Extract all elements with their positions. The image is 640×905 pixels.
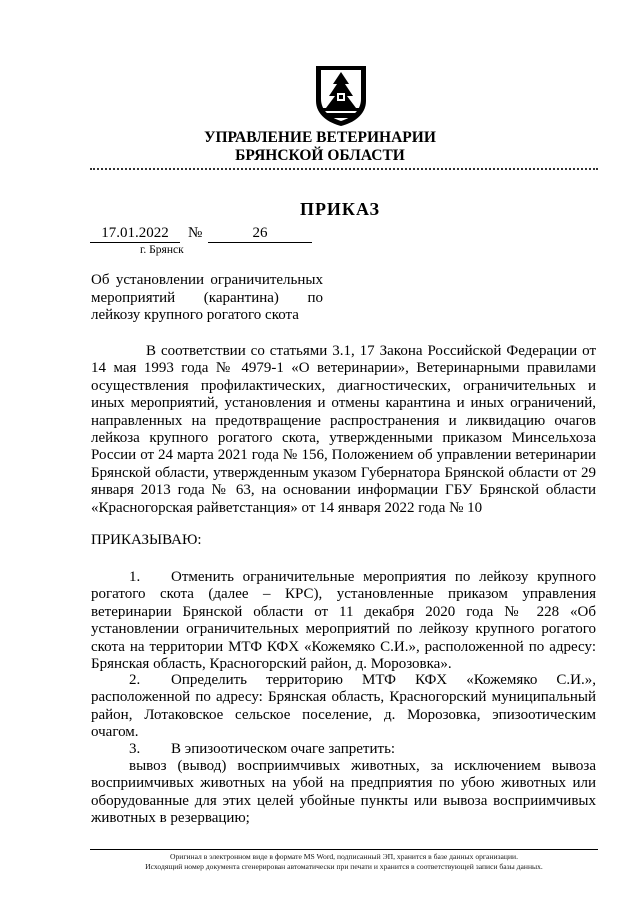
order-number-sign: № bbox=[188, 225, 203, 241]
item-text: В эпизоотическом очаге запретить: bbox=[171, 741, 396, 757]
item-number: 3. bbox=[129, 741, 141, 757]
item-text: Определить территорию МТФ КФХ «Кожемяко С.И.», расположенной по адресу: Брянская область, Красногорский муниципальный район, Лотаковское сельское поселение, д. Морозовка, эпизоотическим очагом. bbox=[91, 672, 596, 741]
item-number: 2. bbox=[129, 672, 141, 688]
organization-name-line2: БРЯНСКОЙ ОБЛАСТИ bbox=[235, 147, 405, 164]
order-item bbox=[91, 569, 596, 673]
order-item bbox=[91, 741, 596, 758]
footer-note-line2: Исходящий номер документа сгенерирован автоматически при печати и хранится в соответствующей записи базы данных. bbox=[145, 862, 543, 871]
order-sub-item: вывоз (вывод) восприимчивых животных, за исключением вывоза восприимчивых животных на убой на предприятия по убою животных или оборудованные для этих целей убойные пункты или вывоза восприимчивых животных в резервацию; bbox=[91, 758, 596, 827]
footer-divider bbox=[90, 849, 598, 850]
order-date: 17.01.2022 bbox=[90, 225, 180, 243]
organization-name-line1: УПРАВЛЕНИЕ ВЕТЕРИНАРИИ bbox=[204, 129, 436, 146]
order-item bbox=[91, 672, 596, 742]
item-number: 1. bbox=[129, 569, 141, 585]
document-title: ПРИКАЗ bbox=[299, 199, 381, 219]
coat-of-arms-emblem bbox=[313, 63, 369, 127]
order-city: г. Брянск bbox=[140, 244, 184, 256]
order-number: 26 bbox=[208, 225, 312, 243]
item-text: Отменить ограничительные мероприятия по лейкозу крупного рогатого скота (далее – КРС), установленные приказом управления ветеринарии Брянской области от 11 декабря 2020 года № 228 «Об установлении ограничительных мероприятий по лейкозу крупного рогатого скота на территории МТФ КФХ «Кожемяко С.И.», расположенной по адресу: Брянская область, Красногорский район, д. Морозовка». bbox=[91, 569, 596, 673]
preamble-paragraph: В соответствии со статьями 3.1, 17 Закона Российской Федерации от 14 мая 1993 года № 4979-1 «О ветеринарии», Ветеринарными правилами осуществления профилактических, диагностических, ограничительных и иных мероприятий, установления и отмены карантина и иных ограничений, направленных на предотвращение распространения и ликвидацию очагов лейкоза крупного рогатого скота, утвержденными приказом Минсельхоза России от 24 марта 2021 года № 156, Положением об управлении ветеринарии Брянской области, утвержденным указом Губернатора Брянской области от 29 января 2013 года № 63, на основании информации ГБУ Брянской области «Красногорская райветстанция» от 14 января 2022 года № 10 bbox=[91, 343, 596, 516]
footer-note-line1: Оригинал в электронном виде в формате MS Word, подписанный ЭП, хранится в базе данных организации. bbox=[170, 852, 518, 861]
order-word: ПРИКАЗЫВАЮ: bbox=[91, 532, 202, 548]
order-subject: Об установлении ограничительных мероприятий (карантина) по лейкозу крупного рогатого скота bbox=[91, 272, 323, 323]
header-dotted-divider bbox=[90, 168, 598, 170]
